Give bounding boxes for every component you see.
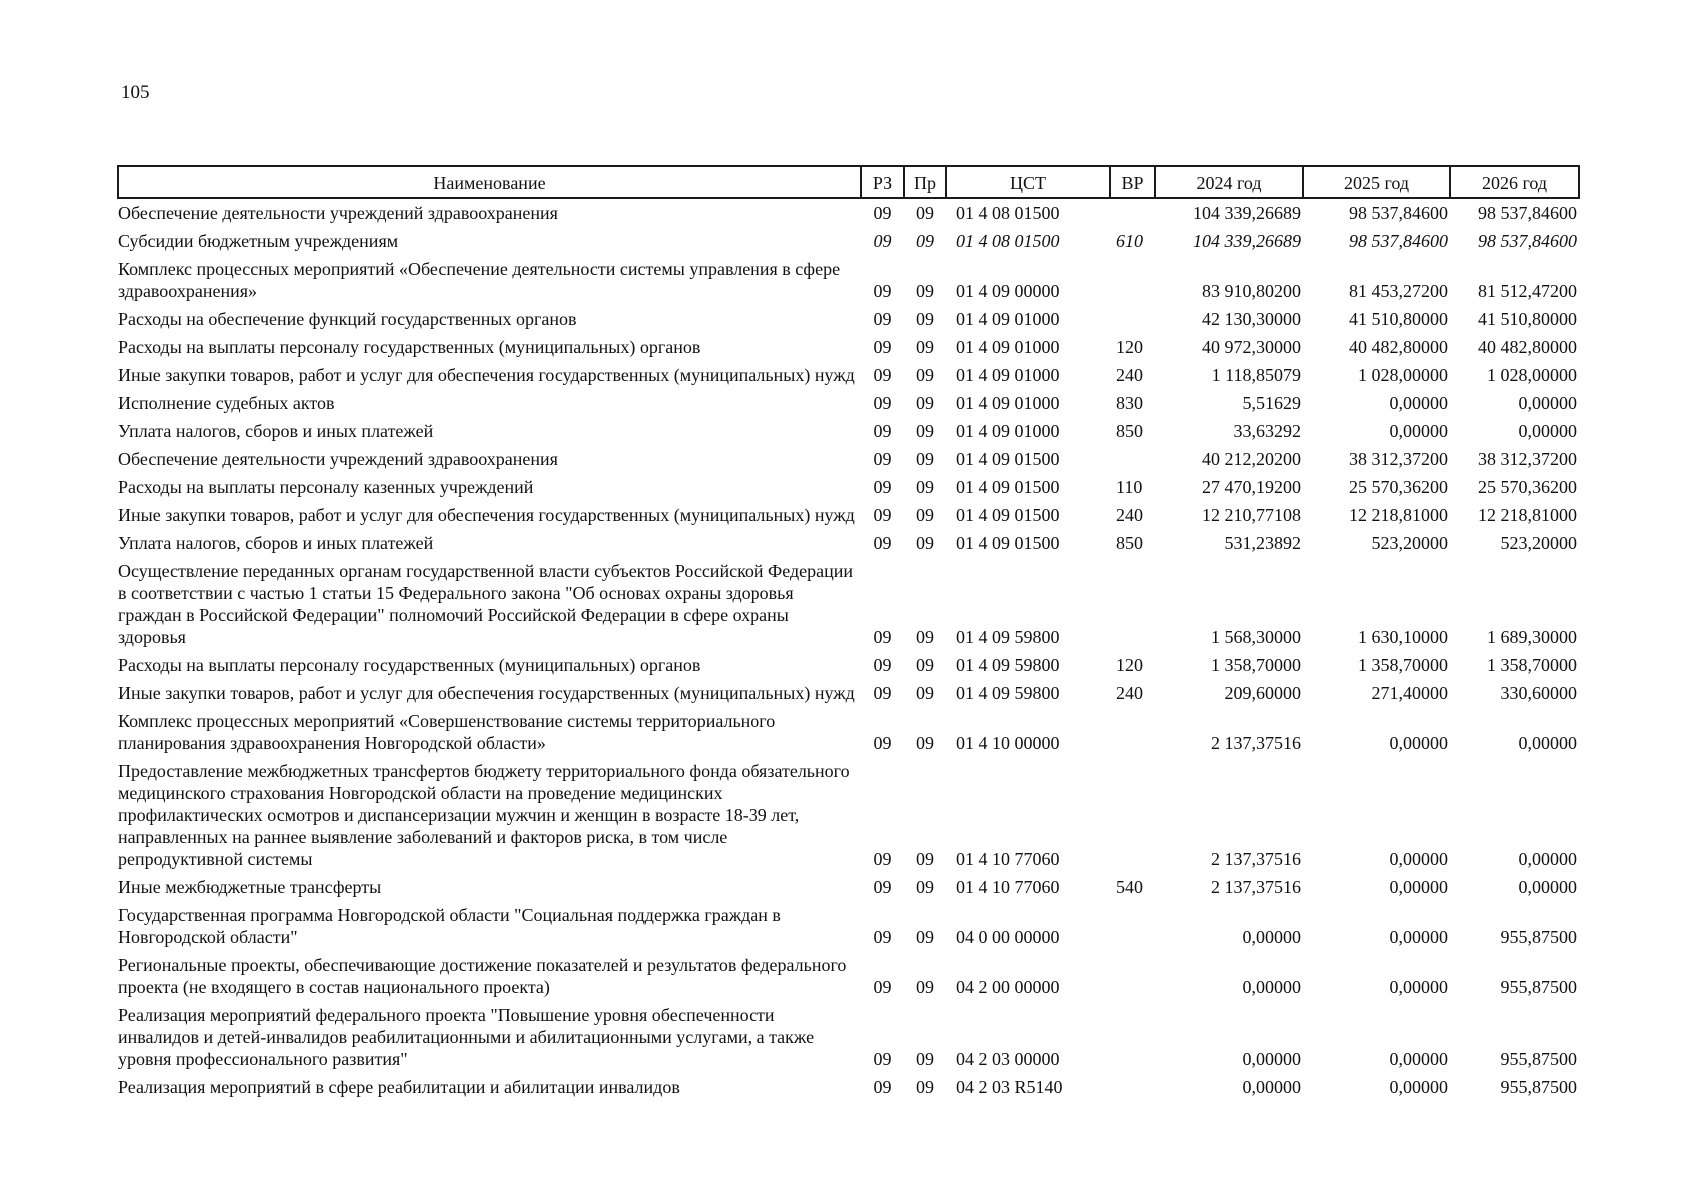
row-cst-cell: 01 4 10 00000 bbox=[956, 733, 1060, 753]
header-2025: 2025 год bbox=[1303, 166, 1450, 198]
row-vr-cell: 610 bbox=[1116, 231, 1143, 251]
row-cst-cell: 01 4 09 01000 bbox=[956, 309, 1060, 329]
row-name-cell: Комплекс процессных мероприятий «Совершенствование системы территориального планирования здравоохранения Новгородской области» bbox=[118, 711, 776, 753]
row-2025-cell: 0,00000 bbox=[1389, 1077, 1448, 1097]
row-pr-cell: 09 bbox=[916, 627, 934, 647]
row-cst-cell: 01 4 09 01000 bbox=[956, 337, 1060, 357]
header-2024: 2024 год bbox=[1155, 166, 1303, 198]
row-2025-cell: 0,00000 bbox=[1389, 393, 1448, 413]
row-2024-cell: 27 470,19200 bbox=[1202, 477, 1301, 497]
row-2026-cell: 955,87500 bbox=[1500, 977, 1577, 997]
row-pr-cell: 09 bbox=[916, 203, 934, 223]
row-cst-cell: 01 4 09 59800 bbox=[956, 655, 1060, 675]
row-cst-cell: 01 4 10 77060 bbox=[956, 877, 1060, 897]
row-cst-cell: 01 4 08 01500 bbox=[956, 203, 1060, 223]
row-2025-cell: 12 218,81000 bbox=[1349, 505, 1448, 525]
row-cst-cell: 04 2 00 00000 bbox=[956, 977, 1060, 997]
row-cst-cell: 01 4 09 01000 bbox=[956, 365, 1060, 385]
row-rz-cell: 09 bbox=[873, 655, 892, 675]
row-2024-cell: 1 568,30000 bbox=[1211, 627, 1301, 647]
table-row bbox=[118, 901, 1579, 951]
row-cst-cell: 01 4 09 59800 bbox=[956, 683, 1060, 703]
row-2025-cell: 0,00000 bbox=[1389, 977, 1448, 997]
row-vr-cell: 240 bbox=[1116, 683, 1143, 703]
row-vr-cell bbox=[1110, 901, 1155, 951]
row-2026-cell: 523,20000 bbox=[1500, 533, 1577, 553]
row-cst-cell: 01 4 09 59800 bbox=[956, 627, 1060, 647]
table-row bbox=[118, 501, 1579, 529]
row-vr-cell bbox=[1110, 757, 1155, 873]
row-2025-cell: 41 510,80000 bbox=[1349, 309, 1448, 329]
row-name-cell: Расходы на обеспечение функций государственных органов bbox=[118, 309, 577, 329]
row-2025-cell: 98 537,84600 bbox=[1349, 203, 1448, 223]
row-rz-cell: 09 bbox=[873, 337, 892, 357]
row-2025-cell: 0,00000 bbox=[1389, 927, 1448, 947]
row-2024-cell: 1 358,70000 bbox=[1211, 655, 1301, 675]
table-row bbox=[118, 951, 1579, 1001]
header-2026: 2026 год bbox=[1450, 166, 1579, 198]
row-cst-cell: 04 2 03 00000 bbox=[956, 1049, 1060, 1069]
row-cst-cell: 01 4 09 01000 bbox=[956, 393, 1060, 413]
row-2024-cell: 2 137,37516 bbox=[1211, 849, 1301, 869]
row-rz-cell: 09 bbox=[873, 683, 892, 703]
row-2024-cell: 0,00000 bbox=[1242, 977, 1301, 997]
table-row bbox=[118, 198, 1579, 227]
row-name-cell: Иные межбюджетные трансферты bbox=[118, 877, 382, 897]
row-vr-cell: 240 bbox=[1116, 505, 1143, 525]
row-vr-cell: 850 bbox=[1116, 533, 1143, 553]
row-cst-cell: 01 4 09 01500 bbox=[956, 449, 1060, 469]
row-pr-cell: 09 bbox=[916, 655, 934, 675]
row-rz-cell: 09 bbox=[873, 627, 892, 647]
row-rz-cell: 09 bbox=[873, 877, 892, 897]
row-pr-cell: 09 bbox=[916, 683, 934, 703]
row-2024-cell: 209,60000 bbox=[1224, 683, 1301, 703]
row-pr-cell: 09 bbox=[916, 231, 934, 251]
row-rz-cell: 09 bbox=[873, 393, 892, 413]
row-vr-cell bbox=[1110, 255, 1155, 305]
row-name-cell: Иные закупки товаров, работ и услуг для обеспечения государственных (муниципальных) нужд bbox=[118, 505, 855, 525]
table-row bbox=[118, 417, 1579, 445]
row-cst-cell: 01 4 09 00000 bbox=[956, 281, 1060, 301]
row-2026-cell: 98 537,84600 bbox=[1478, 203, 1577, 223]
row-vr-cell bbox=[1110, 951, 1155, 1001]
row-2025-cell: 98 537,84600 bbox=[1349, 231, 1448, 251]
row-pr-cell: 09 bbox=[916, 533, 934, 553]
row-name-cell: Иные закупки товаров, работ и услуг для обеспечения государственных (муниципальных) нужд bbox=[118, 365, 855, 385]
row-name-cell: Расходы на выплаты персоналу государственных (муниципальных) органов bbox=[118, 337, 701, 357]
row-2025-cell: 1 028,00000 bbox=[1358, 365, 1448, 385]
row-2026-cell: 955,87500 bbox=[1500, 1049, 1577, 1069]
row-2026-cell: 330,60000 bbox=[1500, 683, 1577, 703]
row-2025-cell: 271,40000 bbox=[1371, 683, 1448, 703]
header-pr: Пр bbox=[904, 166, 946, 198]
row-pr-cell: 09 bbox=[916, 505, 934, 525]
row-2025-cell: 0,00000 bbox=[1389, 733, 1448, 753]
row-cst-cell: 01 4 09 01500 bbox=[956, 533, 1060, 553]
row-pr-cell: 09 bbox=[916, 337, 934, 357]
row-cst-cell: 01 4 10 77060 bbox=[956, 849, 1060, 869]
row-2024-cell: 5,51629 bbox=[1242, 393, 1301, 413]
row-name-cell: Реализация мероприятий в сфере реабилитации и абилитации инвалидов bbox=[118, 1077, 680, 1097]
row-rz-cell: 09 bbox=[873, 977, 892, 997]
table-row bbox=[118, 227, 1579, 255]
row-2026-cell: 40 482,80000 bbox=[1478, 337, 1577, 357]
table-row bbox=[118, 333, 1579, 361]
row-cst-cell: 04 2 03 R5140 bbox=[956, 1077, 1063, 1097]
row-2026-cell: 0,00000 bbox=[1518, 849, 1577, 869]
row-vr-cell: 540 bbox=[1116, 877, 1143, 897]
row-2026-cell: 1 028,00000 bbox=[1487, 365, 1577, 385]
row-2026-cell: 98 537,84600 bbox=[1478, 231, 1577, 251]
row-2025-cell: 40 482,80000 bbox=[1349, 337, 1448, 357]
table-row bbox=[118, 255, 1579, 305]
row-2024-cell: 40 972,30000 bbox=[1202, 337, 1301, 357]
row-2026-cell: 0,00000 bbox=[1518, 877, 1577, 897]
row-name-cell: Обеспечение деятельности учреждений здравоохранения bbox=[118, 449, 558, 469]
row-2024-cell: 0,00000 bbox=[1242, 1049, 1301, 1069]
row-2025-cell: 81 453,27200 bbox=[1349, 281, 1448, 301]
row-2025-cell: 523,20000 bbox=[1371, 533, 1448, 553]
row-2026-cell: 0,00000 bbox=[1518, 421, 1577, 441]
row-name-cell: Иные закупки товаров, работ и услуг для обеспечения государственных (муниципальных) нужд bbox=[118, 683, 855, 703]
row-2026-cell: 41 510,80000 bbox=[1478, 309, 1577, 329]
table-row bbox=[118, 445, 1579, 473]
table-row bbox=[118, 529, 1579, 557]
table-row bbox=[118, 305, 1579, 333]
row-vr-cell: 850 bbox=[1116, 421, 1143, 441]
row-rz-cell: 09 bbox=[873, 733, 892, 753]
table-row bbox=[118, 707, 1579, 757]
table-row bbox=[118, 389, 1579, 417]
row-pr-cell: 09 bbox=[916, 877, 934, 897]
budget-table bbox=[117, 165, 1580, 1101]
row-2024-cell: 531,23892 bbox=[1224, 533, 1301, 553]
row-rz-cell: 09 bbox=[873, 477, 892, 497]
row-2026-cell: 955,87500 bbox=[1500, 927, 1577, 947]
row-2025-cell: 0,00000 bbox=[1389, 877, 1448, 897]
row-vr-cell: 240 bbox=[1116, 365, 1143, 385]
row-name-cell: Уплата налогов, сборов и иных платежей bbox=[118, 421, 434, 441]
row-pr-cell: 09 bbox=[916, 849, 934, 869]
row-2024-cell: 2 137,37516 bbox=[1211, 733, 1301, 753]
row-vr-cell bbox=[1110, 198, 1155, 227]
table-row bbox=[118, 679, 1579, 707]
row-rz-cell: 09 bbox=[873, 203, 892, 223]
row-vr-cell: 110 bbox=[1116, 477, 1143, 497]
row-2026-cell: 25 570,36200 bbox=[1478, 477, 1577, 497]
row-2024-cell: 104 339,26689 bbox=[1193, 231, 1301, 251]
row-2026-cell: 1 689,30000 bbox=[1487, 627, 1577, 647]
row-vr-cell bbox=[1110, 557, 1155, 651]
row-2024-cell: 40 212,20200 bbox=[1202, 449, 1301, 469]
row-2025-cell: 25 570,36200 bbox=[1349, 477, 1448, 497]
table-row bbox=[118, 361, 1579, 389]
row-2025-cell: 38 312,37200 bbox=[1349, 449, 1448, 469]
row-rz-cell: 09 bbox=[873, 505, 892, 525]
row-pr-cell: 09 bbox=[916, 1077, 934, 1097]
row-pr-cell: 09 bbox=[916, 1049, 934, 1069]
table-row bbox=[118, 873, 1579, 901]
row-2024-cell: 12 210,77108 bbox=[1202, 505, 1301, 525]
row-name-cell: Исполнение судебных актов bbox=[118, 393, 335, 413]
row-rz-cell: 09 bbox=[873, 1049, 892, 1069]
row-name-cell: Государственная программа Новгородской области "Социальная поддержка граждан в Новгородской области" bbox=[118, 905, 781, 947]
row-vr-cell: 120 bbox=[1116, 655, 1143, 675]
row-rz-cell: 09 bbox=[873, 309, 892, 329]
row-name-cell: Комплекс процессных мероприятий «Обеспечение деятельности системы управления в сфере здравоохранения» bbox=[118, 259, 841, 301]
row-2024-cell: 0,00000 bbox=[1242, 927, 1301, 947]
table-row bbox=[118, 1073, 1579, 1101]
row-name-cell: Региональные проекты, обеспечивающие достижение показателей и результатов федерального проекта (не входящего в состав национального проекта) bbox=[118, 955, 847, 997]
row-rz-cell: 09 bbox=[873, 421, 892, 441]
row-vr-cell: 120 bbox=[1116, 337, 1143, 357]
header-name: Наименование bbox=[118, 166, 861, 198]
row-2025-cell: 0,00000 bbox=[1389, 421, 1448, 441]
table-row bbox=[118, 557, 1579, 651]
row-2024-cell: 104 339,26689 bbox=[1193, 203, 1301, 223]
row-pr-cell: 09 bbox=[916, 281, 934, 301]
row-name-cell: Осуществление переданных органам государственной власти субъектов Российской Федерации в соответствии с частью 1 статьи 15 Федерального закона "Об основах охраны здоровья граждан в Российской Федерации" полномочий Российской Федерации в сфере охраны здоровья bbox=[118, 561, 854, 647]
row-vr-cell bbox=[1110, 1073, 1155, 1101]
row-pr-cell: 09 bbox=[916, 365, 934, 385]
row-2024-cell: 83 910,80200 bbox=[1202, 281, 1301, 301]
row-cst-cell: 01 4 09 01500 bbox=[956, 477, 1060, 497]
header-cst: ЦСТ bbox=[946, 166, 1110, 198]
row-2025-cell: 0,00000 bbox=[1389, 1049, 1448, 1069]
row-cst-cell: 01 4 09 01000 bbox=[956, 421, 1060, 441]
row-vr-cell bbox=[1110, 305, 1155, 333]
row-2026-cell: 1 358,70000 bbox=[1487, 655, 1577, 675]
row-pr-cell: 09 bbox=[916, 977, 934, 997]
row-cst-cell: 01 4 09 01500 bbox=[956, 505, 1060, 525]
row-name-cell: Уплата налогов, сборов и иных платежей bbox=[118, 533, 434, 553]
table-row bbox=[118, 757, 1579, 873]
table-row bbox=[118, 473, 1579, 501]
row-2025-cell: 1 630,10000 bbox=[1358, 627, 1448, 647]
row-2024-cell: 1 118,85079 bbox=[1211, 365, 1301, 385]
row-name-cell: Предоставление межбюджетных трансфертов бюджету территориального фонда обязательного медицинского страхования Новгородской области на проведение медицинских профилактических осмотров и диспансеризации мужчин и женщин в возрасте 18-39 лет, направленных на раннее выявление заболеваний и факторов риска, в том числе репродуктивной системы bbox=[118, 761, 850, 869]
row-name-cell: Реализация мероприятий федерального проекта "Повышение уровня обеспеченности инвалидов и детей-инвалидов реабилитационными и абилитационными услугами, а также уровня профессионального развития" bbox=[118, 1005, 815, 1069]
row-rz-cell: 09 bbox=[873, 927, 892, 947]
row-2024-cell: 0,00000 bbox=[1242, 1077, 1301, 1097]
row-2024-cell: 33,63292 bbox=[1233, 421, 1301, 441]
row-rz-cell: 09 bbox=[873, 1077, 892, 1097]
row-rz-cell: 09 bbox=[873, 449, 892, 469]
row-name-cell: Обеспечение деятельности учреждений здравоохранения bbox=[118, 203, 558, 223]
page-number: 105 bbox=[121, 82, 150, 103]
row-2025-cell: 1 358,70000 bbox=[1358, 655, 1448, 675]
header-vr: ВР bbox=[1110, 166, 1155, 198]
row-rz-cell: 09 bbox=[873, 231, 892, 251]
table-row bbox=[118, 1001, 1579, 1073]
row-rz-cell: 09 bbox=[873, 281, 892, 301]
row-2026-cell: 955,87500 bbox=[1500, 1077, 1577, 1097]
row-2026-cell: 81 512,47200 bbox=[1478, 281, 1577, 301]
row-2024-cell: 2 137,37516 bbox=[1211, 877, 1301, 897]
row-2024-cell: 42 130,30000 bbox=[1202, 309, 1301, 329]
row-pr-cell: 09 bbox=[916, 477, 934, 497]
row-pr-cell: 09 bbox=[916, 449, 934, 469]
row-rz-cell: 09 bbox=[873, 365, 892, 385]
header-rz: РЗ bbox=[861, 166, 904, 198]
row-vr-cell bbox=[1110, 707, 1155, 757]
row-cst-cell: 04 0 00 00000 bbox=[956, 927, 1060, 947]
row-rz-cell: 09 bbox=[873, 533, 892, 553]
row-name-cell: Расходы на выплаты персоналу казенных учреждений bbox=[118, 477, 534, 497]
row-pr-cell: 09 bbox=[916, 733, 934, 753]
row-2026-cell: 0,00000 bbox=[1518, 393, 1577, 413]
row-2025-cell: 0,00000 bbox=[1389, 849, 1448, 869]
row-name-cell: Расходы на выплаты персоналу государственных (муниципальных) органов bbox=[118, 655, 701, 675]
row-vr-cell bbox=[1110, 1001, 1155, 1073]
table-row bbox=[118, 651, 1579, 679]
row-vr-cell bbox=[1110, 445, 1155, 473]
table-header-row bbox=[118, 166, 1579, 198]
row-vr-cell: 830 bbox=[1116, 393, 1143, 413]
row-2026-cell: 0,00000 bbox=[1518, 733, 1577, 753]
table-body bbox=[118, 198, 1579, 1101]
row-name-cell: Субсидии бюджетным учреждениям bbox=[118, 231, 399, 251]
row-2026-cell: 38 312,37200 bbox=[1478, 449, 1577, 469]
row-cst-cell: 01 4 08 01500 bbox=[956, 231, 1060, 251]
row-2026-cell: 12 218,81000 bbox=[1478, 505, 1577, 525]
row-pr-cell: 09 bbox=[916, 393, 934, 413]
row-pr-cell: 09 bbox=[916, 927, 934, 947]
row-pr-cell: 09 bbox=[916, 421, 934, 441]
row-rz-cell: 09 bbox=[873, 849, 892, 869]
row-pr-cell: 09 bbox=[916, 309, 934, 329]
